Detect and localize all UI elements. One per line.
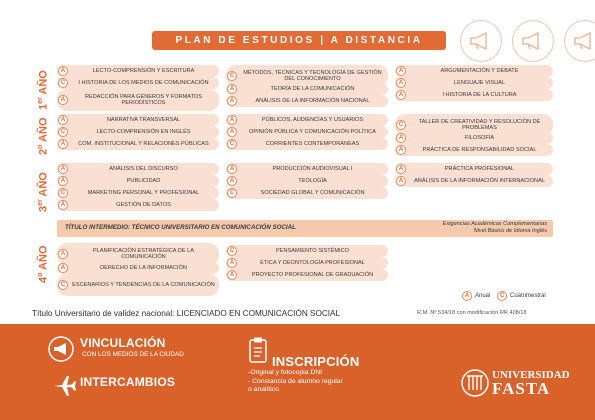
course-item [226, 126, 388, 138]
course-item [57, 138, 219, 150]
course-item [57, 114, 219, 126]
course-type-badge: C [227, 246, 237, 256]
clipboard-icon [248, 336, 268, 369]
course-name: PUBLICIDAD [126, 177, 161, 184]
course-name: MARKETING PERSONAL Y PROFESIONAL [87, 189, 200, 196]
course-name: TALLER DE CREATIVIDAD Y RESOLUCIÓN DE PROBLEMAS [418, 118, 541, 131]
legend-annual [461, 291, 490, 301]
course-type-badge: C [58, 188, 68, 198]
course-item [57, 175, 219, 187]
legend-label: Cuatrimestral [510, 293, 546, 299]
megaphone-icon [48, 336, 74, 367]
course-item [395, 132, 553, 144]
course-type-badge: A [58, 95, 68, 105]
course-name: TEOLOGÍA [298, 177, 327, 184]
course-type-badge: A [58, 115, 68, 125]
airplane-icon [52, 374, 76, 401]
course-item [226, 95, 388, 107]
inscripcion-title: INSCRIPCIÓN [272, 354, 360, 369]
course-type-badge: C [227, 188, 237, 198]
course-item [395, 65, 553, 77]
course-name: LENGUAJE VISUAL [454, 79, 505, 86]
course-name: FILOSOFÍA [464, 134, 495, 141]
university-brand [492, 368, 570, 396]
course-name: LECTO-COMPRENSIÓN EN INGLÉS [96, 128, 191, 135]
course-name: ANÁLISIS DEL DISCURSO [109, 165, 178, 172]
course-item [226, 175, 388, 187]
intercambios-title: INTERCAMBIOS [80, 375, 176, 389]
course-type-badge: A [396, 90, 406, 100]
course-name: TEORÍA DE LA COMUNICACIÓN [270, 85, 355, 92]
course-item [395, 89, 553, 101]
course-type-badge: A [396, 145, 406, 155]
course-name: I HISTORIA DE LA CULTURA [442, 91, 517, 98]
course-item [57, 163, 219, 175]
course-type-badge: A [227, 270, 237, 280]
course-item [226, 245, 388, 257]
course-name: ESCENARIOS Y TENDENCIAS DE LA COMUNICACIÓN [72, 281, 215, 288]
course-name: PLANIFICACIÓN ESTRATÉGICA DE LA COMUNICACIÓN [93, 247, 194, 260]
course-type-badge: C [227, 71, 237, 81]
course-type-badge: A [58, 66, 68, 76]
course-item [226, 83, 388, 95]
brand-top: UNIVERSIDAD [492, 369, 570, 381]
course-name: PENSAMIENTO SISTÉMICO [276, 247, 349, 254]
course-type-badge: A [227, 115, 237, 125]
requirement-line: o analítico [248, 386, 279, 394]
course-type-badge: A [396, 78, 406, 88]
vinculacion-title: VINCULACIÓN [80, 336, 166, 350]
legend-semester [496, 291, 546, 301]
course-item [57, 77, 219, 89]
course-name: COM. INSTITUCIONAL Y RELACIONES PÚBLICAS [78, 140, 209, 147]
course-name: PRODUCCIÓN AUDIOVISUAL I [272, 165, 353, 172]
course-item [395, 77, 553, 89]
course-name: ANÁLISIS DE LA INFORMACIÓN INTERNACIONAL [414, 177, 545, 184]
plan-title-banner: PLAN DE ESTUDIOS | A DISTANCIA [152, 31, 446, 50]
year-label-4: 4$^o$ AÑO [37, 245, 50, 283]
year-label-2: 2$^o$ AÑO [37, 117, 50, 155]
course-type-badge: A [227, 96, 237, 106]
course-item [57, 89, 219, 111]
course-type-badge: C [227, 139, 237, 149]
course-name: ANÁLISIS DE LA INFORMACIÓN NACIONAL [255, 97, 370, 104]
course-item [226, 114, 388, 126]
year-label-3: 3er AÑO [37, 172, 50, 212]
course-name: REDACCIÓN PARA GÉNEROS Y FORMATOS PERIODÍSTICOS [85, 93, 202, 106]
course-name: CORRIENTES CONTEMPORÁNEAS [265, 140, 360, 147]
course-item [226, 163, 388, 175]
legend-badge: A [462, 291, 472, 301]
course-name: NARRATIVA TRANSVERSAL [106, 116, 181, 123]
course-type-badge: A [58, 249, 68, 259]
course-name: SOCIEDAD GLOBAL Y COMUNICACIÓN [260, 189, 365, 196]
course-name: OPINIÓN PÚBLICA Y COMUNICACIÓN POLÍTICA [249, 128, 376, 135]
course-item [226, 257, 388, 269]
course-type-badge: A [396, 176, 406, 186]
course-item [57, 65, 219, 77]
inscripcion-requirements [248, 369, 343, 395]
course-name: MÉTODOS, TÉCNICAS Y TECNOLOGÍA DE GESTIÓN DEL CONOCIMIENTO [243, 69, 382, 82]
course-item [57, 126, 219, 138]
megaphone-icon [460, 20, 502, 62]
course-item [57, 274, 219, 296]
course-type-badge: A [227, 127, 237, 137]
course-type-badge: A [58, 200, 68, 210]
requirement-line: Exigencias Académicas Complementarias [442, 221, 547, 227]
course-type-badge: A [396, 164, 406, 174]
course-item [226, 138, 388, 150]
course-name: PRÁCTICA DE RESPONSABILIDAD SOCIAL [422, 146, 537, 153]
course-name: ARGUMENTACIÓN Y DEBATE [440, 67, 519, 74]
course-type-badge: C [58, 127, 68, 137]
course-type-badge: A [396, 66, 406, 76]
university-logo [460, 368, 490, 403]
degree-title: Título Universitario de validez nacional: LICENCIADO EN COMUNICACIÓN SOCIAL [32, 309, 341, 318]
registration-number: R.M. Nº 534/18 con modificación RR 408/18 [417, 310, 527, 316]
course-type-badge: C [396, 120, 406, 130]
course-item [57, 187, 219, 199]
course-name: ÉTICA Y DEONTOLOGÍA PROFESIONAL [260, 259, 365, 266]
course-type-badge: A [227, 164, 237, 174]
complementary-requirements [443, 221, 547, 234]
course-name: PRÁCTICA PROFESIONAL [444, 165, 515, 172]
vinculacion-subtitle: CON LOS MEDIOS DE LA CIUDAD [82, 351, 184, 358]
requirement-line: -Original y fotocopia DNI [248, 369, 323, 376]
legend-badge: C [497, 291, 507, 301]
course-item [57, 199, 219, 211]
requirement-line: - Constancia de alumno regular [248, 377, 343, 385]
course-type-badge: A [58, 176, 68, 186]
megaphone-icon [512, 20, 554, 62]
brand-bottom: FASTA [492, 379, 551, 398]
intermediate-title-bar [57, 220, 553, 237]
course-name: DERECHO DE LA INFORMACIÓN [100, 264, 187, 271]
course-item [57, 262, 219, 274]
course-type-badge: A [227, 176, 237, 186]
course-name: GESTIÓN DE DATOS [116, 201, 171, 208]
course-type-badge: A [227, 258, 237, 268]
course-item [395, 163, 553, 175]
course-item [395, 144, 553, 156]
course-name: PROYECTO PROFESIONAL DE GRADUACIÓN [251, 271, 374, 278]
course-item [395, 175, 553, 187]
requirement-line: Nivel Básico de Idioma Inglés [473, 227, 547, 234]
footer [0, 324, 595, 420]
course-type-badge: A [58, 263, 68, 273]
course-type-badge: C [58, 280, 68, 290]
course-type-badge: A [58, 164, 68, 174]
year-label-1: 1er AÑO [37, 70, 50, 110]
intermediate-title: TÍTULO INTERMEDIO: TÉCNICO UNIVERSITARIO EN COMUNICACIÓN SOCIAL [65, 224, 296, 231]
course-item [226, 269, 388, 281]
course-name: I HISTORIA DE LOS MEDIOS DE COMUNICACIÓN [78, 79, 209, 86]
course-item [226, 187, 388, 199]
course-type-badge: A [396, 133, 406, 143]
course-name: PÚBLICOS, AUDIENCIAS Y USUARIOS [261, 116, 364, 123]
megaphone-icon [564, 20, 595, 62]
course-type-badge: A [227, 84, 237, 94]
legend-label: Anual [475, 293, 491, 299]
course-type-badge: A [58, 139, 68, 149]
course-name: LECTO-COMPRENSIÓN Y ESCRITURA [92, 67, 195, 74]
course-type-badge: C [58, 78, 68, 88]
